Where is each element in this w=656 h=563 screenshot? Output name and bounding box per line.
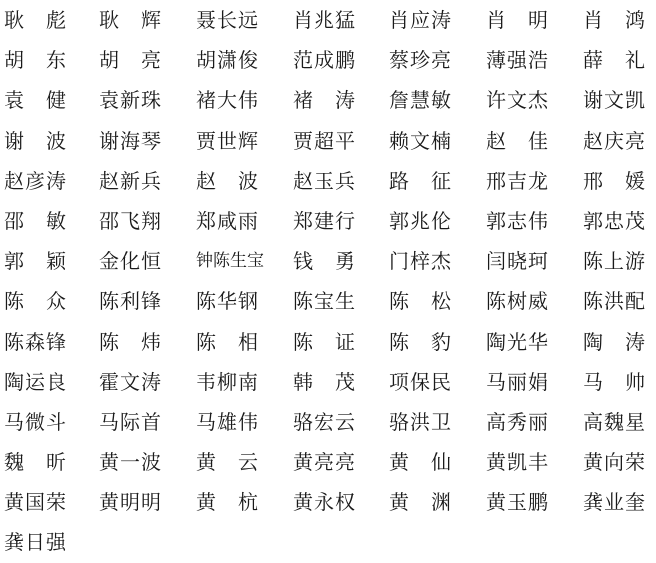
name-entry: 陈 众 (4, 289, 66, 314)
name-entry: 赵彦涛 (4, 168, 67, 193)
name-entry: 肖应涛 (389, 8, 452, 32)
name-entry: 赵 佳 (486, 128, 548, 153)
name-entry: 韩 茂 (293, 369, 355, 394)
name-entry: 骆洪卫 (389, 409, 452, 434)
name-entry: 褚 涛 (293, 88, 355, 113)
name-entry: 黄永权 (293, 490, 356, 515)
name-entry: 陈 炜 (99, 329, 161, 354)
name-entry: 马微斗 (4, 409, 67, 434)
name-entry: 肖 明 (486, 8, 548, 32)
name-entry: 黄向荣 (583, 450, 646, 475)
name-entry: 陶运良 (4, 369, 67, 394)
name-entry: 龚日强 (4, 530, 67, 555)
name-entry: 袁新珠 (99, 88, 162, 113)
name-entry: 高魏星 (583, 409, 646, 434)
name-entry: 谢海琴 (99, 128, 162, 153)
name-entry: 邢吉龙 (486, 168, 549, 193)
name-entry: 赵庆亮 (583, 128, 646, 153)
name-entry: 陈 相 (196, 329, 258, 354)
name-entry: 陈 松 (389, 289, 451, 314)
name-entry: 霍文涛 (99, 369, 162, 394)
name-entry: 陈上游 (583, 249, 646, 274)
name-entry: 黄亮亮 (293, 450, 356, 475)
name-entry: 钱 勇 (293, 249, 355, 274)
name-entry: 赖文楠 (389, 128, 452, 153)
name-entry: 黄 渊 (389, 490, 451, 515)
name-entry: 黄 仙 (389, 450, 451, 475)
name-entry: 范成鹏 (293, 48, 356, 73)
name-entry: 郭兆伦 (389, 208, 452, 233)
name-entry: 郑建行 (293, 208, 356, 233)
name-entry: 陈洪配 (583, 289, 646, 314)
name-entry: 胡潇俊 (196, 48, 259, 73)
name-entry: 赵玉兵 (293, 168, 356, 193)
name-entry: 黄玉鹏 (486, 490, 549, 515)
name-entry: 耿 彪 (4, 8, 66, 32)
name-entry: 褚大伟 (196, 88, 259, 113)
name-entry: 陈 豹 (389, 329, 451, 354)
name-entry: 黄凯丰 (486, 450, 549, 475)
name-entry: 项保民 (389, 369, 452, 394)
name-entry: 肖 鸿 (583, 8, 645, 32)
name-entry: 蔡珍亮 (389, 48, 452, 73)
name-entry: 黄国荣 (4, 490, 67, 515)
name-entry: 骆宏云 (293, 409, 356, 434)
name-entry: 金化恒 (99, 249, 162, 274)
name-entry: 耿 辉 (99, 8, 161, 32)
name-entry: 钟陈生宝 (196, 251, 264, 272)
name-entry: 郭志伟 (486, 208, 549, 233)
name-entry: 邢 媛 (583, 168, 645, 193)
name-entry: 郭 颖 (4, 249, 66, 274)
name-entry: 陈森锋 (4, 329, 67, 354)
name-entry: 陈利锋 (99, 289, 162, 314)
name-entry: 路 征 (389, 168, 451, 193)
name-entry: 闫晓珂 (486, 249, 549, 274)
name-entry: 赵 波 (196, 168, 258, 193)
name-entry: 赵新兵 (99, 168, 162, 193)
name-entry: 黄一波 (99, 450, 162, 475)
name-entry: 谢 波 (4, 128, 66, 153)
name-entry: 陈宝生 (293, 289, 356, 314)
name-entry: 韦柳南 (196, 369, 259, 394)
name-entry: 马雄伟 (196, 409, 259, 434)
name-entry: 黄 杭 (196, 490, 258, 515)
name-entry: 邵飞翔 (99, 208, 162, 233)
name-entry: 黄明明 (99, 490, 162, 515)
name-entry: 陈华钢 (196, 289, 259, 314)
name-entry: 高秀丽 (486, 409, 549, 434)
name-entry: 陈树威 (486, 289, 549, 314)
name-entry: 郭忠茂 (583, 208, 646, 233)
name-entry: 郑咸雨 (196, 208, 259, 233)
name-entry: 邵 敏 (4, 208, 66, 233)
name-entry: 陶 涛 (583, 329, 645, 354)
name-entry: 聂长远 (196, 8, 259, 32)
name-entry: 陈 证 (293, 329, 355, 354)
name-entry: 龚业奎 (583, 490, 646, 515)
name-entry: 胡 东 (4, 48, 66, 73)
name-entry: 薄强浩 (486, 48, 549, 73)
name-entry: 贾超平 (293, 128, 356, 153)
name-entry: 肖兆猛 (293, 8, 356, 32)
name-entry: 马 帅 (583, 369, 645, 394)
name-entry: 胡 亮 (99, 48, 161, 73)
name-entry: 黄 云 (196, 450, 258, 475)
name-entry: 马际首 (99, 409, 162, 434)
name-entry: 谢文凯 (583, 88, 646, 113)
name-entry: 门梓杰 (389, 249, 452, 274)
name-entry: 陶光华 (486, 329, 549, 354)
name-entry: 魏 昕 (4, 450, 66, 475)
name-entry: 贾世辉 (196, 128, 259, 153)
name-entry: 袁 健 (4, 88, 66, 113)
name-entry: 薛 礼 (583, 48, 645, 73)
name-entry: 马丽娟 (486, 369, 549, 394)
name-entry: 许文杰 (486, 88, 549, 113)
name-entry: 詹慧敏 (389, 88, 452, 113)
